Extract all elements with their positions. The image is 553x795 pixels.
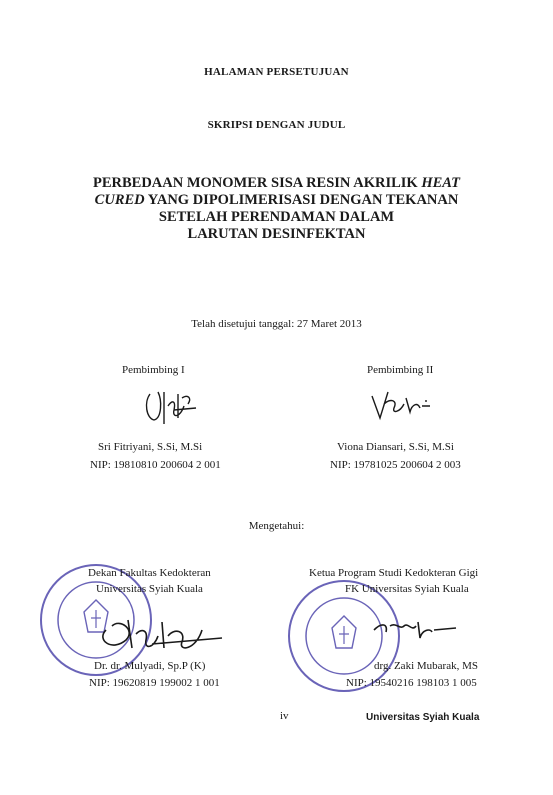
official2-title-line2: FK Universitas Syiah Kuala bbox=[345, 583, 469, 595]
title-line2: YANG DIPOLIMERISASI DENGAN TEKANAN bbox=[144, 192, 459, 208]
title-line4: LARUTAN DESINFEKTAN bbox=[187, 226, 366, 242]
official1-name: Dr. dr. Mulyadi, Sp.P (K) bbox=[94, 660, 206, 672]
supervisor1-nip: NIP: 19810810 200604 2 001 bbox=[90, 459, 221, 471]
supervisor1-signature bbox=[140, 384, 200, 434]
official1-nip: NIP: 19620819 199002 1 001 bbox=[89, 677, 220, 689]
official1-title-line1: Dekan Fakultas Kedokteran bbox=[88, 567, 211, 579]
official2-nip: NIP: 19540216 198103 1 005 bbox=[346, 677, 477, 689]
supervisor1-name: Sri Fitriyani, S.Si, M.Si bbox=[98, 441, 203, 453]
supervisor2-signature bbox=[366, 386, 436, 426]
title-line1-italic: HEAT bbox=[421, 175, 460, 191]
supervisor2-name: Viona Diansari, S.Si, M.Si bbox=[337, 441, 454, 453]
official1-signature bbox=[92, 600, 242, 660]
footer-institution: Universitas Syiah Kuala bbox=[366, 712, 480, 723]
thesis-title bbox=[0, 175, 553, 243]
supervisor2-nip: NIP: 19781025 200604 2 003 bbox=[330, 459, 461, 471]
page-number: iv bbox=[280, 710, 289, 722]
title-line3: SETELAH PERENDAMAN DALAM bbox=[158, 209, 395, 225]
title-line2-italic: CURED bbox=[94, 192, 145, 208]
official2-title-line1: Ketua Program Studi Kedokteran Gigi bbox=[309, 567, 479, 579]
supervisor1-role: Pembimbing I bbox=[122, 364, 185, 376]
official2-name: drg. Zaki Mubarak, MS bbox=[374, 660, 478, 672]
official1-title-line2: Universitas Syiah Kuala bbox=[96, 583, 203, 595]
approval-date: Telah disetujui tanggal: 27 Maret 2013 bbox=[191, 318, 362, 330]
supervisor2-role: Pembimbing II bbox=[367, 364, 434, 376]
title-line1: PERBEDAAN MONOMER SISA RESIN AKRILIK bbox=[92, 175, 422, 191]
acknowledged-label: Mengetahui: bbox=[248, 520, 305, 532]
page-header: HALAMAN PERSETUJUAN bbox=[204, 66, 349, 78]
page-subheader: SKRIPSI DENGAN JUDUL bbox=[207, 119, 346, 131]
official2-signature bbox=[370, 608, 460, 648]
